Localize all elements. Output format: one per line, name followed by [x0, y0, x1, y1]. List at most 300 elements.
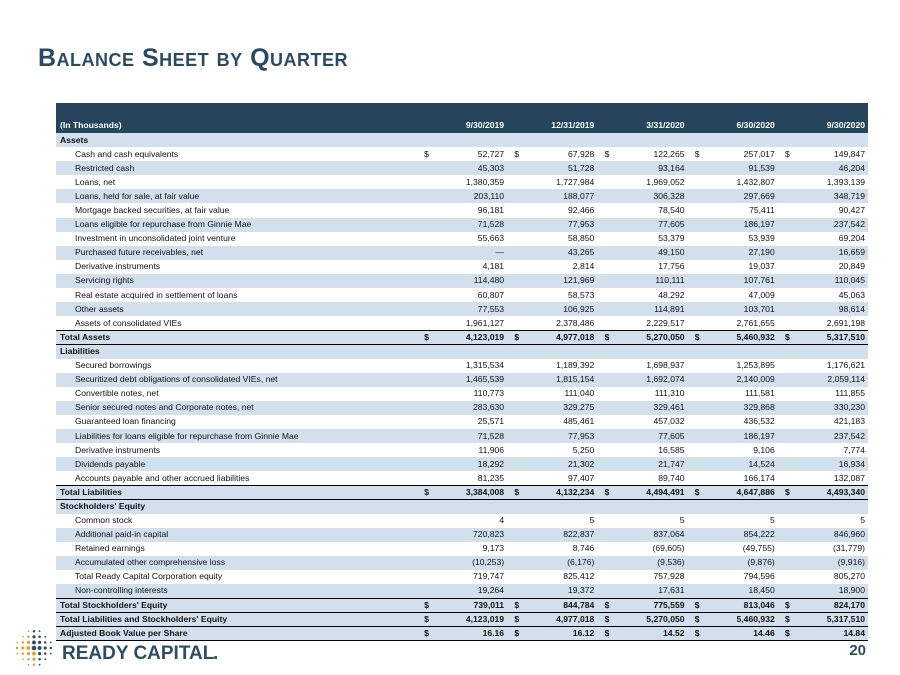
currency-symbol [688, 457, 702, 471]
row-value: (31,779) [832, 543, 865, 554]
currency-symbol [778, 514, 792, 528]
row-value: 1,189,392 [556, 360, 595, 371]
currency-symbol [507, 246, 521, 260]
currency-symbol: $ [785, 148, 790, 159]
currency-symbol [778, 203, 792, 217]
currency-symbol [688, 528, 702, 542]
row-value: 237,542 [833, 430, 865, 441]
currency-symbol [688, 570, 702, 584]
currency-symbol [778, 471, 792, 485]
row-value: 77,953 [568, 219, 595, 230]
currency-symbol [507, 373, 521, 387]
row-label: Adjusted Book Value per Share [60, 627, 188, 638]
row-label: Total Liabilities [60, 486, 122, 497]
row-value: 91,539 [748, 162, 775, 173]
row-label: Cash and cash equivalents [75, 148, 179, 159]
currency-symbol [597, 471, 611, 485]
row-value: 186,197 [743, 430, 775, 441]
row-value: 71,528 [477, 430, 505, 441]
row-value: 5 [589, 515, 595, 526]
row-value: 1,727,984 [556, 176, 595, 187]
currency-symbol: $ [604, 331, 610, 342]
table-row [56, 147, 868, 161]
row-value: 825,412 [563, 571, 595, 582]
row-value: 43,265 [568, 247, 595, 258]
row-label: Servicing rights [75, 275, 134, 286]
row-value: 5,270,050 [646, 613, 685, 624]
row-value: 1,698,937 [646, 360, 685, 371]
row-value: 7,774 [843, 444, 865, 455]
row-value: (49,755) [742, 543, 775, 554]
row-label: Derivative instruments [75, 444, 161, 455]
row-value: 4,181 [482, 261, 505, 272]
row-value: 4,494,491 [646, 486, 685, 497]
row-value: 822,837 [563, 529, 595, 540]
row-label: Non-controlling interests [75, 585, 168, 596]
row-value: 4,977,018 [556, 331, 595, 342]
row-value: 794,596 [743, 571, 775, 582]
currency-symbol [417, 302, 431, 316]
row-label: Restricted cash [75, 162, 135, 173]
currency-symbol [778, 401, 792, 415]
currency-symbol [417, 471, 431, 485]
row-value: 149,847 [833, 148, 865, 159]
row-value: 739,011 [473, 599, 505, 610]
row-value: 14.84 [843, 627, 865, 638]
currency-symbol [688, 274, 702, 288]
currency-symbol [507, 316, 521, 330]
row-value: 5,317,510 [826, 613, 865, 624]
row-value: 1,815,154 [556, 374, 595, 385]
currency-symbol [597, 429, 611, 443]
row-label: Loans, held for sale, at fair value [75, 190, 200, 201]
row-value: 2,814 [572, 261, 595, 272]
row-value: 297,669 [743, 190, 775, 201]
currency-symbol [507, 528, 521, 542]
table-row [56, 175, 868, 189]
row-value: 21,302 [568, 458, 595, 469]
currency-symbol [778, 373, 792, 387]
row-value: 457,032 [653, 416, 685, 427]
currency-symbol [417, 316, 431, 330]
currency-symbol: $ [424, 486, 429, 497]
currency-symbol [507, 443, 521, 457]
row-value: 1,961,127 [465, 317, 505, 328]
row-value: 77,553 [477, 303, 505, 314]
row-value: 18,450 [748, 585, 775, 596]
row-value: 1,393,139 [826, 176, 865, 187]
currency-symbol [417, 415, 431, 429]
total-row [56, 485, 868, 499]
currency-symbol [688, 415, 702, 429]
currency-symbol [507, 570, 521, 584]
row-value: 805,270 [833, 571, 865, 582]
row-value: 306,328 [653, 190, 685, 201]
period-header: 9/30/2019 [465, 119, 505, 130]
currency-symbol [507, 288, 521, 302]
table-row [56, 584, 868, 598]
row-value: 16.16 [482, 627, 505, 638]
table-row [56, 471, 868, 485]
total-row [56, 612, 868, 626]
row-label: Total Liabilities and Stockholders' Equity [60, 613, 228, 624]
row-value: (9,536) [657, 557, 685, 568]
row-value: 5,270,050 [646, 331, 685, 342]
currency-symbol [507, 175, 521, 189]
row-value: 58,850 [568, 233, 595, 244]
row-value: 122,265 [653, 148, 685, 159]
currency-symbol: $ [785, 331, 790, 342]
row-value: (9,876) [747, 557, 775, 568]
row-label: Additional paid-in capital [75, 529, 169, 540]
row-value: 5,250 [572, 444, 595, 455]
period-header: 6/30/2020 [736, 119, 775, 130]
currency-symbol [597, 203, 611, 217]
row-value: 96,181 [477, 205, 505, 216]
currency-symbol [778, 260, 792, 274]
row-value: 89,740 [658, 472, 685, 483]
currency-symbol [688, 246, 702, 260]
currency-symbol [507, 584, 521, 598]
currency-symbol: $ [604, 148, 610, 159]
row-value: 67,928 [568, 148, 595, 159]
table-row [56, 302, 868, 316]
row-value: 5,317,510 [826, 331, 865, 342]
currency-symbol [778, 288, 792, 302]
period-header: 12/31/2019 [551, 119, 595, 130]
currency-symbol [688, 387, 702, 401]
currency-symbol [597, 457, 611, 471]
page-number: 20 [849, 642, 866, 659]
currency-symbol [688, 232, 702, 246]
row-value: 329,275 [563, 402, 595, 413]
row-value: 71,528 [477, 219, 505, 230]
row-value: 9,106 [753, 444, 775, 455]
currency-symbol [597, 218, 611, 232]
currency-symbol: $ [604, 627, 610, 638]
row-value: (9,916) [837, 557, 865, 568]
row-value: 3,384,008 [465, 486, 505, 497]
section-label: Stockholders' Equity [60, 501, 146, 512]
table-row [56, 316, 868, 330]
row-value: 854,222 [743, 529, 775, 540]
row-label: Total Assets [60, 331, 111, 342]
currency-symbol [507, 415, 521, 429]
row-value: 4,123,019 [465, 331, 505, 342]
row-value: 436,532 [743, 416, 775, 427]
currency-symbol [778, 302, 792, 316]
currency-symbol [688, 175, 702, 189]
row-value: 11,906 [478, 444, 505, 455]
currency-symbol [597, 542, 611, 556]
row-value: 1,176,621 [826, 360, 865, 371]
row-label: Mortgage backed securities, at fair value [75, 205, 230, 216]
row-value: 53,939 [748, 233, 775, 244]
section-header-row [56, 344, 868, 358]
currency-symbol: $ [514, 148, 520, 159]
row-value: 186,197 [743, 219, 775, 230]
currency-symbol: $ [694, 599, 700, 610]
currency-symbol [688, 514, 702, 528]
currency-symbol [688, 316, 702, 330]
row-value: 14.46 [753, 627, 775, 638]
currency-symbol [597, 415, 611, 429]
currency-symbol: $ [424, 627, 429, 638]
table-row [56, 373, 868, 387]
currency-symbol: $ [694, 486, 700, 497]
row-label: Other assets [75, 303, 124, 314]
currency-symbol [417, 288, 431, 302]
table-row [56, 387, 868, 401]
currency-symbol [417, 528, 431, 542]
currency-symbol [778, 443, 792, 457]
row-value: 2,229,517 [646, 317, 685, 328]
row-value: (10,253) [472, 557, 505, 568]
currency-symbol [417, 161, 431, 175]
currency-symbol [597, 175, 611, 189]
currency-symbol [688, 218, 702, 232]
section-header-row [56, 133, 868, 147]
row-value: 485,461 [563, 416, 595, 427]
currency-symbol [597, 260, 611, 274]
row-value: 2,761,655 [736, 317, 775, 328]
table-row [56, 457, 868, 471]
table-row [56, 429, 868, 443]
currency-symbol [507, 387, 521, 401]
row-value: 824,170 [833, 599, 865, 610]
table-row [56, 556, 868, 570]
section-label: Assets [60, 134, 89, 145]
row-value: 81,235 [477, 472, 505, 483]
row-value: 110,773 [473, 388, 505, 399]
currency-symbol: $ [785, 613, 790, 624]
currency-symbol [507, 302, 521, 316]
row-label: Loans, net [75, 176, 116, 187]
currency-symbol: $ [604, 486, 610, 497]
currency-symbol [597, 387, 611, 401]
currency-symbol [417, 175, 431, 189]
row-label: Total Ready Capital Corporation equity [75, 571, 223, 582]
table-row [56, 218, 868, 232]
currency-symbol [597, 514, 611, 528]
row-value: 844,784 [563, 599, 595, 610]
row-value: 719,747 [473, 571, 505, 582]
row-value: 49,150 [658, 247, 685, 258]
currency-symbol [778, 316, 792, 330]
balance-sheet-table [56, 103, 868, 641]
row-label: Investment in unconsolidated joint venture [75, 233, 236, 244]
row-value: 97,407 [568, 472, 595, 483]
currency-symbol [778, 542, 792, 556]
row-value: 1,380,359 [465, 176, 505, 187]
currency-symbol [597, 288, 611, 302]
currency-symbol: $ [694, 627, 700, 638]
table-row [56, 232, 868, 246]
ready-capital-logo [8, 626, 258, 672]
currency-symbol [417, 556, 431, 570]
currency-symbol [507, 189, 521, 203]
row-value: 58,573 [568, 289, 595, 300]
currency-symbol [778, 387, 792, 401]
currency-symbol [417, 429, 431, 443]
currency-symbol [778, 232, 792, 246]
table-row [56, 570, 868, 584]
row-value: 16,934 [838, 458, 865, 469]
currency-symbol [597, 401, 611, 415]
logo-text: READY CAPITAL [62, 643, 215, 664]
row-label: Convertible notes, net [75, 388, 159, 399]
row-value: 51,728 [568, 162, 595, 173]
currency-symbol [507, 260, 521, 274]
currency-symbol [597, 570, 611, 584]
row-value: 98,614 [838, 303, 865, 314]
currency-symbol [778, 359, 792, 373]
row-value: 330,230 [833, 402, 865, 413]
currency-symbol [417, 232, 431, 246]
row-label: Accounts payable and other accrued liabilities [75, 472, 250, 483]
row-value: 166,174 [743, 472, 775, 483]
row-value: 16,585 [658, 444, 685, 455]
row-value: 1,465,539 [465, 374, 505, 385]
row-value: 8,746 [572, 543, 595, 554]
currency-symbol [507, 274, 521, 288]
currency-symbol [507, 429, 521, 443]
table-row [56, 288, 868, 302]
currency-symbol [417, 260, 431, 274]
row-value: 77,953 [568, 430, 595, 441]
currency-symbol [688, 161, 702, 175]
row-value: 106,925 [563, 303, 595, 314]
currency-symbol [417, 189, 431, 203]
currency-symbol [597, 274, 611, 288]
currency-symbol [688, 429, 702, 443]
row-value: 110,045 [834, 275, 865, 286]
row-value: 1,253,895 [736, 360, 775, 371]
currency-symbol: $ [424, 331, 429, 342]
currency-symbol: $ [514, 331, 520, 342]
currency-symbol [417, 203, 431, 217]
currency-symbol [688, 203, 702, 217]
currency-symbol [778, 161, 792, 175]
row-value: 14,524 [748, 458, 775, 469]
row-label: Guaranteed loan financing [75, 416, 176, 427]
currency-symbol [778, 457, 792, 471]
row-value: 2,691,198 [826, 317, 865, 328]
currency-symbol [778, 189, 792, 203]
row-value: 75,411 [749, 205, 775, 216]
row-value: 237,542 [833, 219, 865, 230]
row-label: Loans eligible for repurchase from Ginnie Mae [75, 219, 252, 230]
row-value: 92,466 [568, 205, 595, 216]
row-label: Purchased future receivables, net [75, 247, 204, 258]
currency-symbol [778, 415, 792, 429]
row-value: 16.12 [572, 627, 595, 638]
currency-symbol [417, 246, 431, 260]
period-header: 9/30/2020 [826, 119, 865, 130]
currency-symbol [597, 373, 611, 387]
row-label: Senior secured notes and Corporate notes, net [75, 402, 254, 413]
currency-symbol [688, 556, 702, 570]
row-value: 107,761 [743, 275, 775, 286]
row-label: Total Stockholders' Equity [60, 599, 168, 610]
row-value: 60,807 [477, 289, 505, 300]
row-value: 111,581 [744, 388, 775, 399]
row-value: (69,605) [652, 543, 685, 554]
row-value: 5 [769, 515, 775, 526]
currency-symbol [417, 542, 431, 556]
row-value: 720,823 [473, 529, 505, 540]
currency-symbol [417, 373, 431, 387]
currency-symbol [778, 584, 792, 598]
table-header-row [56, 117, 868, 133]
table-row [56, 161, 868, 175]
currency-symbol [507, 401, 521, 415]
row-value: 90,427 [838, 205, 865, 216]
table-row [56, 514, 868, 528]
currency-symbol [778, 175, 792, 189]
currency-symbol [417, 570, 431, 584]
row-value: 78,540 [658, 205, 685, 216]
currency-symbol: $ [514, 486, 520, 497]
currency-symbol [688, 359, 702, 373]
row-value: 48,292 [658, 289, 685, 300]
row-value: 757,928 [653, 571, 685, 582]
row-value: 203,110 [473, 190, 505, 201]
currency-symbol [507, 471, 521, 485]
currency-symbol: $ [424, 613, 429, 624]
row-label: Liabilities for loans eligible for repurchase from Ginnie Mae [75, 430, 299, 441]
row-value: 2,059,114 [827, 374, 865, 385]
currency-symbol [417, 584, 431, 598]
currency-symbol: $ [785, 627, 790, 638]
table-row [56, 415, 868, 429]
row-value: 9,173 [482, 543, 505, 554]
row-value: 46,204 [838, 162, 865, 173]
table-row [56, 189, 868, 203]
row-label: Derivative instruments [75, 261, 161, 272]
row-value: 17,631 [658, 585, 685, 596]
row-value: 132,087 [833, 472, 865, 483]
row-value: 55,663 [477, 233, 505, 244]
period-header: 3/31/2020 [646, 119, 685, 130]
section-header-row [56, 499, 868, 513]
currency-symbol: $ [604, 599, 610, 610]
row-value: 4,132,234 [556, 486, 595, 497]
currency-symbol [688, 471, 702, 485]
currency-symbol [688, 260, 702, 274]
row-value: 20,849 [838, 261, 865, 272]
row-value: 27,190 [748, 247, 775, 258]
row-value: 45,063 [838, 289, 865, 300]
currency-symbol [507, 203, 521, 217]
currency-symbol [597, 246, 611, 260]
row-value: 283,630 [473, 402, 505, 413]
currency-symbol [597, 556, 611, 570]
logo-mark-icon [16, 630, 52, 666]
units-label: (In Thousands) [60, 119, 122, 130]
currency-symbol [417, 218, 431, 232]
currency-symbol [507, 542, 521, 556]
currency-symbol: $ [604, 613, 610, 624]
row-value: 2,140,009 [736, 374, 775, 385]
row-label: Assets of consolidated VIEs [75, 317, 182, 328]
row-value: 4 [499, 515, 505, 526]
row-value: 77,605 [658, 430, 685, 441]
row-value: 329,461 [653, 402, 685, 413]
row-value: 421,183 [833, 416, 865, 427]
row-value: (6,176) [567, 557, 595, 568]
currency-symbol [688, 542, 702, 556]
